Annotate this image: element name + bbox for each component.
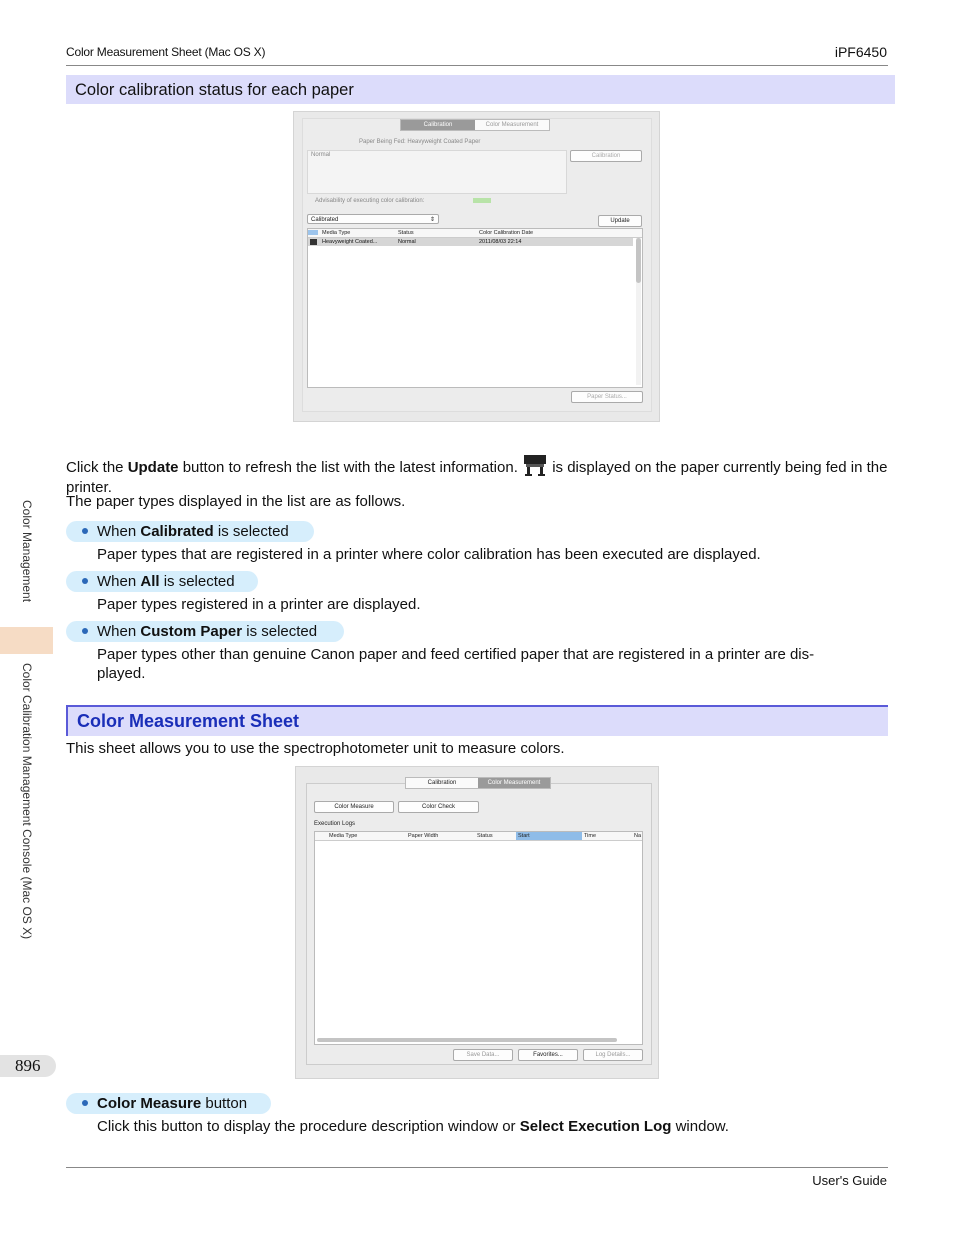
printer-icon (522, 452, 548, 478)
col-start-label: Start (518, 833, 530, 839)
scrollbar[interactable] (636, 238, 641, 385)
desc-text-2: window. (671, 1118, 729, 1135)
running-header-title: Color Measurement Sheet (Mac OS X) (66, 45, 266, 59)
col-start[interactable] (516, 832, 582, 840)
color-measure-desc (97, 1117, 877, 1136)
bullet-icon (82, 628, 88, 634)
intro-paragraph-2: The paper types displayed in the list are as follows. (66, 493, 406, 510)
option-calibrated-heading (66, 521, 314, 542)
bullet-icon (82, 1100, 88, 1106)
sidebar-section: Color Calibration Management Console (Mac OS X) (20, 663, 34, 940)
intro-text-1: Click the (66, 459, 128, 476)
desc-text-1: Click this button to display the procedure description window or (97, 1118, 520, 1135)
header-rule (66, 65, 888, 66)
advisability-label: Advisability of executing color calibration: (315, 198, 425, 204)
sidebar-chapter: Color Management (20, 500, 34, 603)
section-description: This sheet allows you to use the spectrophotometer unit to measure colors. (66, 740, 565, 757)
option-post: is selected (213, 523, 289, 540)
col-paper-width[interactable]: Paper Width (408, 833, 439, 839)
update-button[interactable]: Update (598, 215, 642, 227)
status-box (307, 150, 567, 194)
footer-rule (66, 1167, 888, 1168)
tab-calibration[interactable]: Calibration (401, 120, 475, 130)
filter-select-value: Calibrated (311, 217, 339, 223)
dialog1-tabs (400, 119, 550, 131)
running-header-model: iPF6450 (834, 44, 887, 60)
horizontal-scrollbar[interactable] (317, 1038, 617, 1042)
filter-select[interactable] (307, 214, 439, 224)
intro-update-bold: Update (127, 459, 179, 476)
paper-being-fed: Paper Being Fed: Heavyweight Coated Paper (359, 139, 481, 145)
paper-status-button[interactable]: Paper Status... (571, 391, 643, 403)
col-media-type[interactable]: Media Type (329, 833, 358, 839)
row-date: 2011/08/03 22:14 (479, 239, 522, 245)
option-custom-heading (66, 621, 344, 642)
section-title: Color Measurement Sheet (77, 711, 300, 731)
option-pre: When (97, 523, 141, 540)
intro-text-2: button to refresh the list with the latest information. (178, 459, 523, 476)
footer-text: User's Guide (812, 1173, 887, 1188)
status-box-text: Normal (311, 152, 331, 158)
save-data-button[interactable]: Save Data... (453, 1049, 513, 1061)
execution-logs-label: Execution Logs (314, 821, 356, 827)
favorites-button[interactable]: Favorites... (518, 1049, 578, 1061)
tab-calibration[interactable]: Calibration (427, 780, 457, 786)
color-measurement-dialog-screenshot (295, 766, 659, 1079)
option-bold: Calibrated (140, 523, 214, 540)
option-bold: Custom Paper (140, 623, 243, 640)
col-time[interactable]: Time (584, 833, 597, 839)
calibration-button[interactable]: Calibration (570, 150, 642, 162)
desc-bold: Select Execution Log (519, 1118, 672, 1135)
media-list (307, 228, 643, 388)
option-post: is selected (242, 623, 318, 640)
intro-text-3: is displayed on the paper currently being fed in the printer. (66, 459, 888, 496)
sidebar-tab-marker (0, 627, 53, 654)
option-custom-desc: Paper types other than genuine Canon paper and feed certified paper that are registered in a printer are dis-played. (97, 646, 815, 682)
option-calibrated-desc: Paper types that are registered in a printer where color calibration has been executed are displayed. (97, 546, 761, 563)
bullet-icon (82, 578, 88, 584)
color-measure-bold: Color Measure (97, 1095, 202, 1112)
col-status[interactable]: Status (477, 833, 493, 839)
page-number: 896 (0, 1055, 56, 1077)
option-post: is selected (159, 573, 235, 590)
log-details-button[interactable]: Log Details... (583, 1049, 643, 1061)
log-list-header (315, 832, 642, 841)
table-row[interactable] (308, 238, 633, 246)
row-media-type: Heavyweight Coated... (322, 239, 378, 245)
col-media-type[interactable]: Media Type (322, 230, 351, 236)
option-pre: When (97, 573, 141, 590)
section-heading (66, 705, 888, 736)
color-check-button[interactable]: Color Check (398, 801, 479, 813)
row-status: Normal (398, 239, 416, 245)
scroll-thumb[interactable] (636, 238, 641, 283)
advisability-bar (473, 198, 491, 203)
printer-icon (310, 239, 317, 245)
tab-color-measurement[interactable]: Color Measurement (478, 778, 550, 788)
execution-log-list (314, 831, 643, 1045)
bullet-icon (82, 528, 88, 534)
tab-color-measurement[interactable]: Color Measurement (485, 122, 539, 128)
color-measure-button[interactable]: Color Measure (314, 801, 394, 813)
option-all-heading (66, 571, 258, 592)
color-measure-post: button (201, 1095, 248, 1112)
calibration-dialog-screenshot (293, 111, 660, 422)
option-all-desc: Paper types registered in a printer are displayed. (97, 596, 421, 613)
col-name[interactable]: Na (634, 833, 642, 839)
col-status[interactable]: Status (398, 230, 414, 236)
dialog2-tabs (405, 777, 551, 789)
option-pre: When (97, 623, 141, 640)
subheading: Color calibration status for each paper (66, 75, 895, 104)
option-bold: All (140, 573, 160, 590)
chevron-updown-icon: ⇕ (429, 217, 435, 223)
media-list-header (308, 229, 642, 238)
color-measure-heading (66, 1093, 271, 1114)
col-calibration-date[interactable]: Color Calibration Date (479, 230, 534, 236)
